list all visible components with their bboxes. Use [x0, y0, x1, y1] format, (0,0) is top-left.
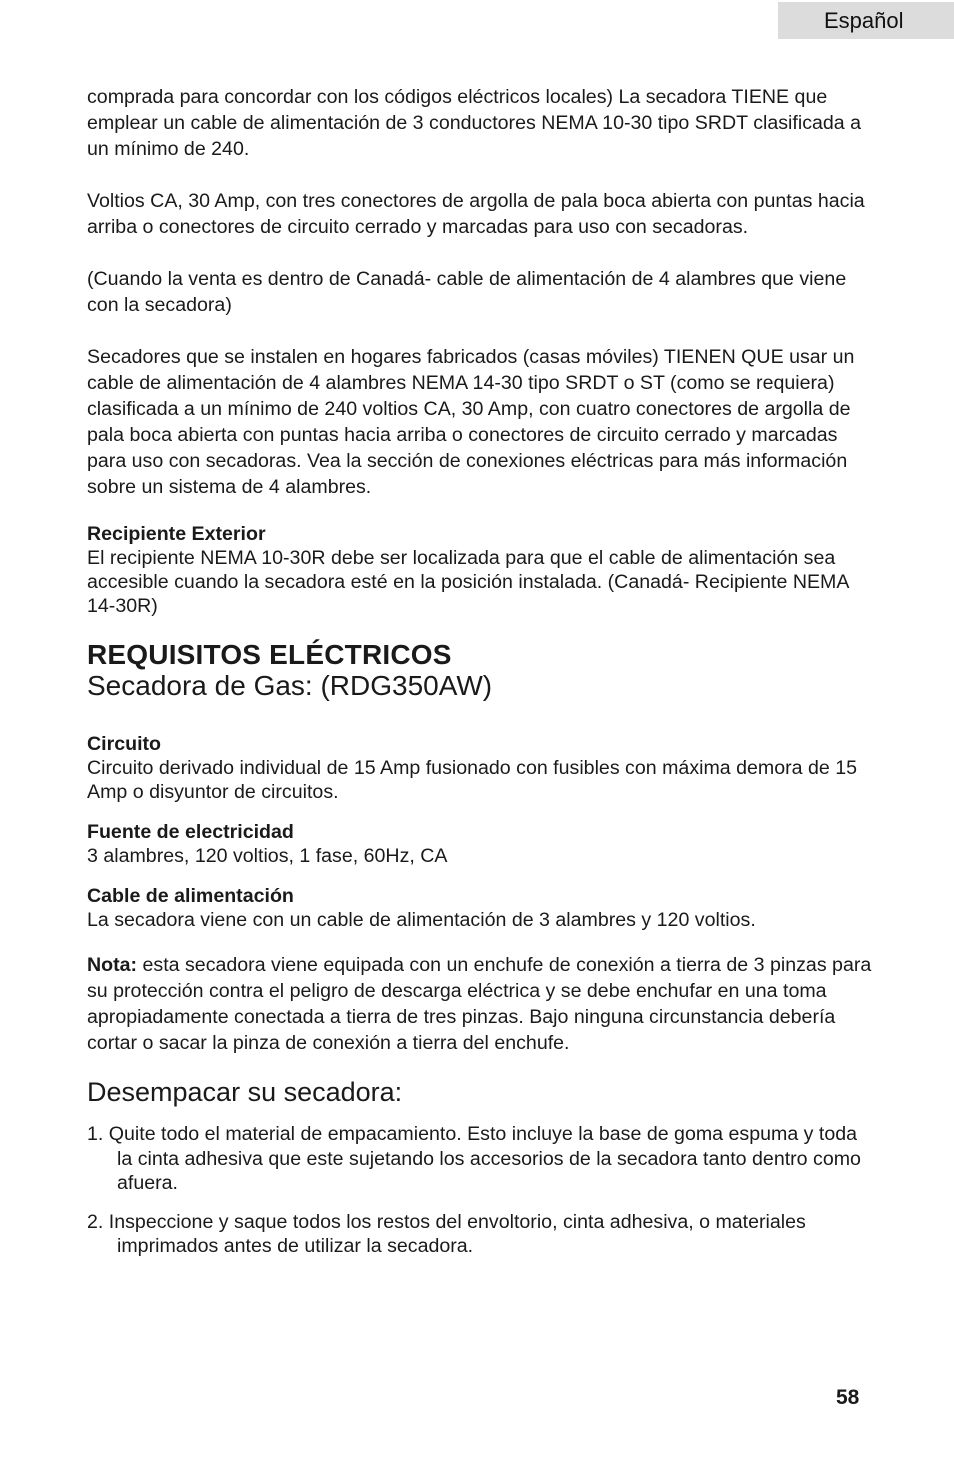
- intro-paragraph-2: Voltios CA, 30 Amp, con tres conectores de argolla de pala boca abierta con puntas hacia arriba o conectores de circuito cerrado y marcadas para uso con secadoras.: [87, 190, 865, 238]
- intro-paragraph-1: compradа para concordar con los códigos eléctricos locales) La secadora TIENE que emplear un cable de alimentación de 3 conductores NEMA 10-30 tipo SRDT clasificada a un mínimo de 240.: [87, 86, 862, 160]
- circuito-title: Circuito: [87, 733, 162, 755]
- requisitos-subheading: Secadora de Gas: (RDG350AW): [87, 670, 493, 701]
- circuito-text: Circuito derivado individual de 15 Amp fusionado con fusibles con máxima demora de 15 Amp o disyuntor de circuitos.: [87, 757, 858, 803]
- list-item: 1. Quite todo el material de empacamiento. Esto incluye la base de goma espuma y toda la cinta adhesiva que este sujetando los accesorios de la secadora tanto dentro como afuera.: [87, 1123, 861, 1194]
- fuente-section: [87, 820, 877, 868]
- intro-paragraph-3: (Cuando la venta es dentro de Canadá- cable de alimentación de 4 alambres que viene con la secadora): [87, 268, 847, 316]
- circuito-section: [87, 732, 877, 804]
- cable-title: Cable de alimentación: [87, 885, 294, 907]
- recipiente-title: Recipiente Exterior: [87, 523, 266, 545]
- language-tab: Español: [778, 2, 954, 39]
- requisitos-heading: REQUISITOS ELÉCTRICOS: [87, 639, 452, 670]
- note-paragraph: [87, 952, 877, 1056]
- unpack-list: [87, 1122, 877, 1259]
- unpack-heading: Desempacar su secadora:: [87, 1077, 403, 1107]
- cable-section: [87, 884, 877, 932]
- cable-text: La secadora viene con un cable de alimentación de 3 alambres y 120 voltios.: [87, 909, 756, 931]
- note-label: Nota:: [87, 954, 138, 976]
- fuente-title: Fuente de electricidad: [87, 821, 294, 843]
- intro-paragraph-4: Secadores que se instalen en hogares fabricados (casas móviles) TIENEN QUE usar un cable de alimentación de 4 alambres NEMA 14-30 tipo SRDT o ST (como se requiera) clasificada a un mínimo de 240 voltios CA, 30 Amp, con cuatro conectores de argolla de pala boca abierta con puntas hacia arriba o conectores de circuito cerrado y marcadas para uso con secadoras. Vea la sección de conexiones eléctricas para más información sobre un sistema de 4 alambres.: [87, 346, 855, 498]
- list-item: 2. Inspeccione y saque todos los restos del envoltorio, cinta adhesiva, o materiales imprimados antes de utilizar la secadora.: [87, 1210, 806, 1257]
- recipiente-section: [87, 522, 877, 618]
- page-number: 58: [836, 1386, 860, 1409]
- page-content: [87, 84, 877, 1273]
- note-text: esta secadora viene equipada con un enchufe de conexión a tierra de 3 pinzas para su protección contra el peligro de descarga eléctrica y se debe enchufar en una toma apropiadamente conectada a tierra de tres pinzas. Bajo ninguna circunstancia debería cortar o sacar la pinza de conexión a tierra del enchufe.: [87, 954, 872, 1054]
- recipiente-text: El recipiente NEMA 10-30R debe ser localizada para que el cable de alimentación sea accesible cuando la secadora esté en la posición instalada. (Canadá- Recipiente NEMA 14-30R): [87, 547, 849, 617]
- fuente-text: 3 alambres, 120 voltios, 1 fase, 60Hz, CA: [87, 845, 448, 867]
